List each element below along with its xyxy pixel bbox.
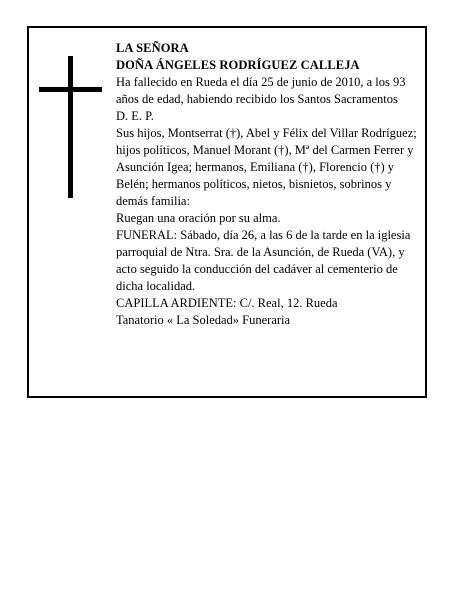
funeral-home-text: Tanatorio « La Soledad» Funeraria [116, 313, 291, 327]
rip-text: D. E. P. [116, 109, 154, 123]
family-text: Sus hijos, Montserrat (†), Abel y Félix del Villar Rodríguez; hijos políticos, Manuel Morant (†), Mª del Carmen Ferrer y Asunción Igea; hermanos, Emiliana (†), Florencio (†) y Belén; hermanos políticos, nietos, bisnietos, sobrinos y demás familia: [116, 126, 417, 208]
obituary-notice [27, 26, 427, 398]
funeral-text: FUNERAL: Sábado, día 26, a las 6 de la tarde en la iglesia parroquial de Ntra. Sra. de la Asunción, de Rueda (VA), y acto seguido la conducción del cadáver al cementerio de dicha localidad. [116, 228, 411, 293]
cross-icon-bar [39, 87, 102, 92]
deceased-name: DOÑA ÁNGELES RODRÍGUEZ CALLEJA [116, 58, 360, 72]
prayer-text: Ruegan una oración por su alma. [116, 211, 281, 225]
obituary-text [116, 40, 422, 329]
chapel-text: CAPILLA ARDIENTE: C/. Real, 12. Rueda [116, 296, 338, 310]
cross-icon [68, 56, 73, 198]
death-info: Ha fallecido en Rueda el día 25 de junio de 2010, a los 93 años de edad, habiendo recibido los Santos Sacramentos [116, 75, 406, 106]
notice-heading: LA SEÑORA [116, 41, 189, 55]
